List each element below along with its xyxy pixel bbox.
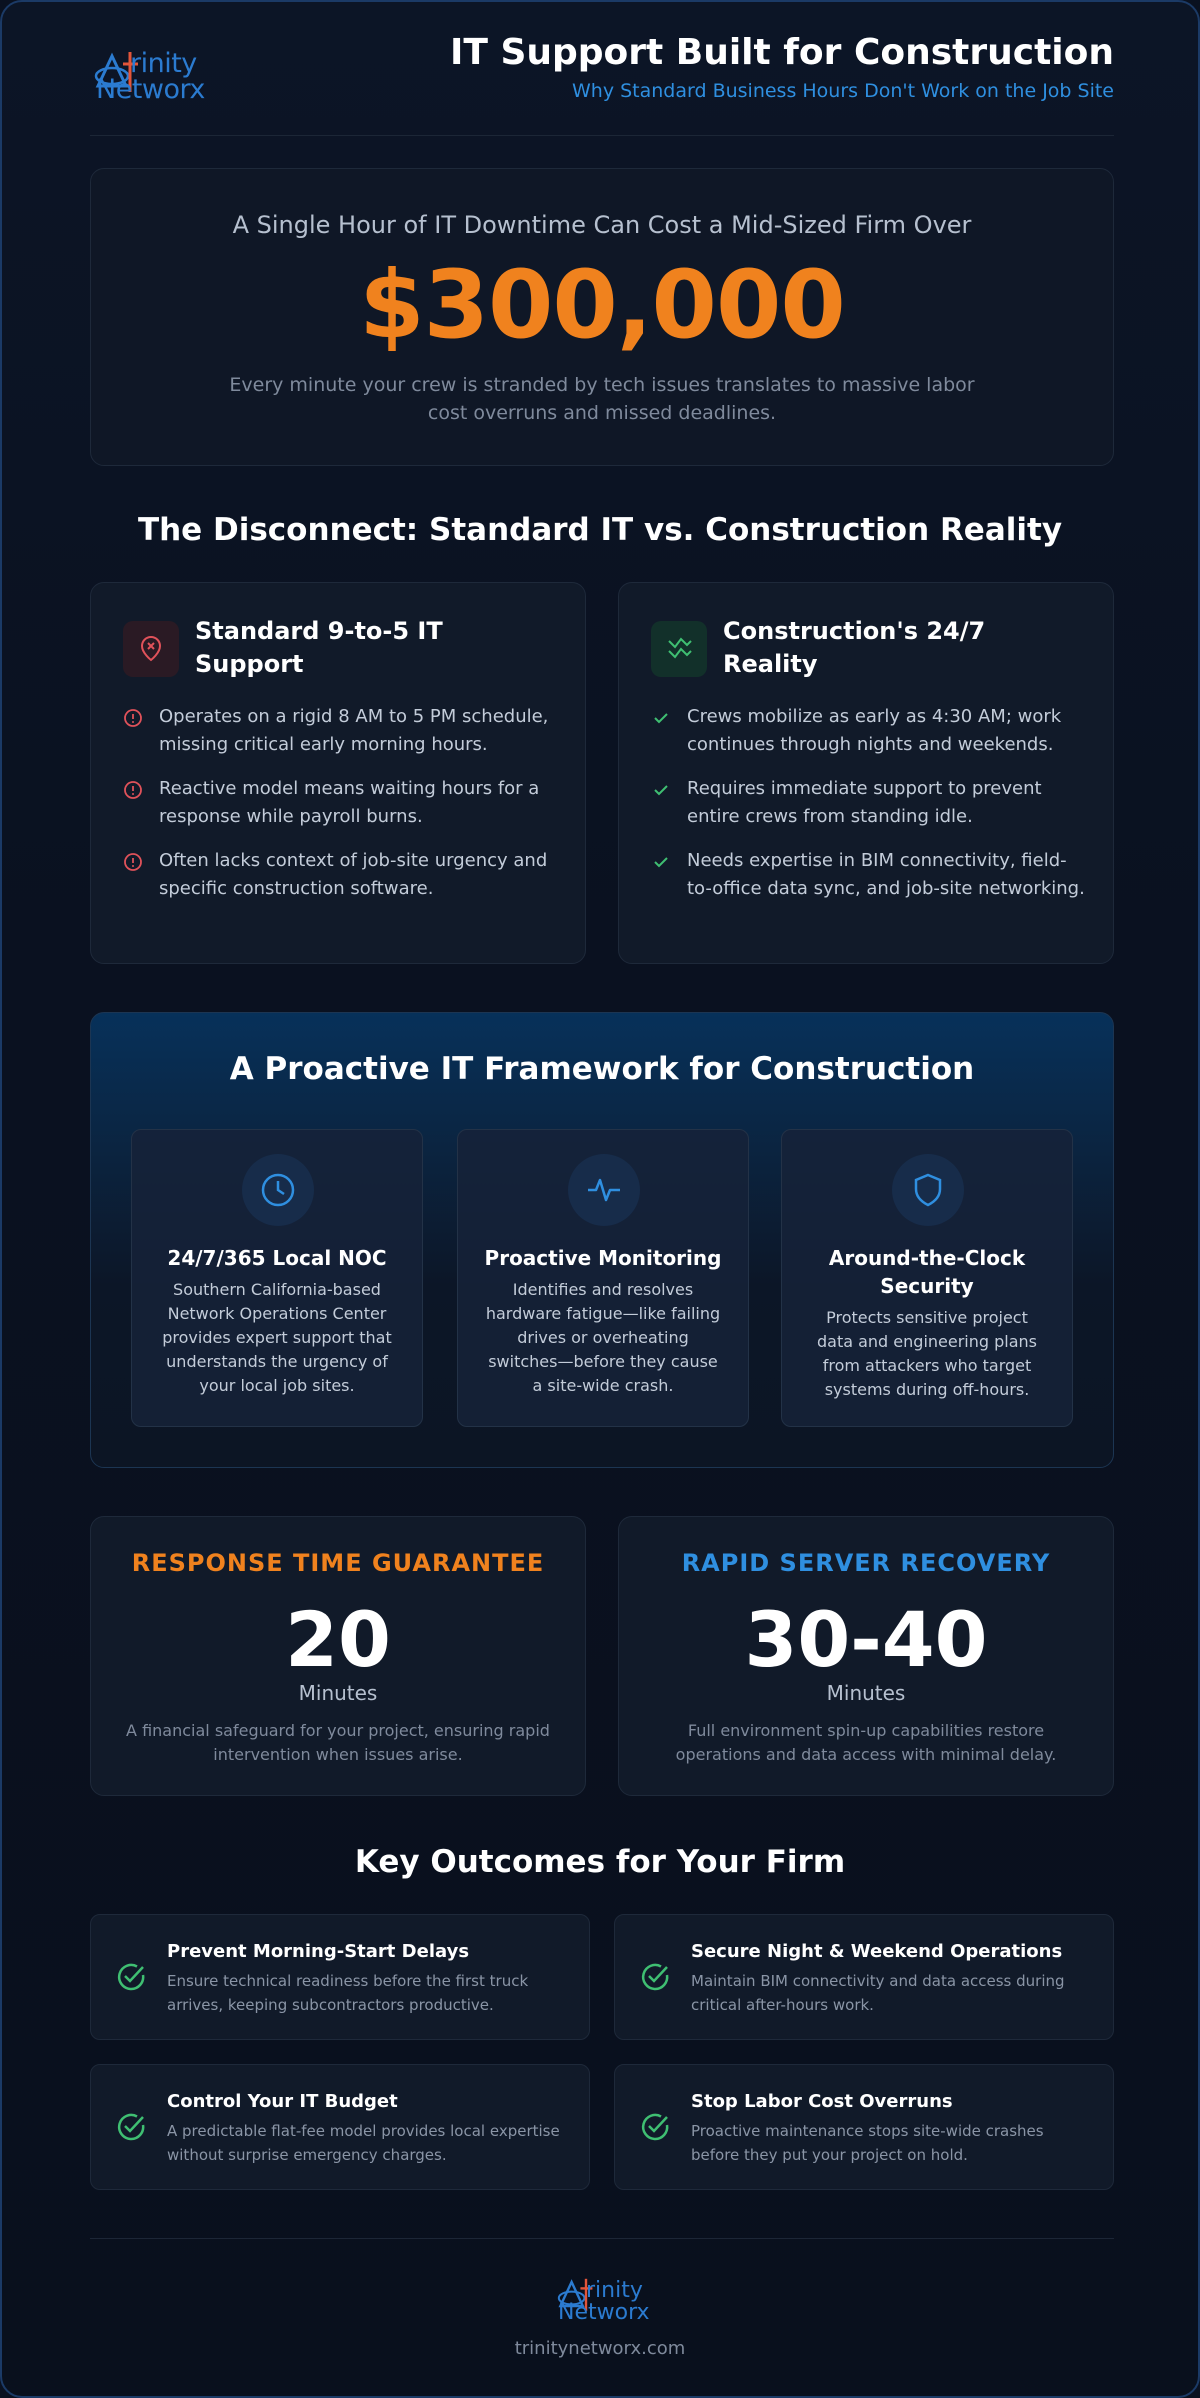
outcome-card xyxy=(614,2064,1114,2190)
list-item xyxy=(123,775,563,831)
metric-unit: Minutes xyxy=(298,1681,378,1705)
framework-title: A Proactive IT Framework for Construction xyxy=(229,1051,975,1087)
check-icon xyxy=(651,708,671,728)
check-circle-icon xyxy=(639,1961,671,1993)
metric-unit: Minutes xyxy=(826,1681,906,1705)
standard-it-list xyxy=(123,703,563,919)
footer-divider xyxy=(90,2238,1114,2239)
metric-label: RAPID SERVER RECOVERY xyxy=(681,1549,1051,1577)
list-item xyxy=(123,847,563,903)
outcome-title: Secure Night & Weekend Operations xyxy=(691,1941,1063,1962)
footer-logo-line1: rinity xyxy=(586,2278,643,2303)
footer-url[interactable]: trinitynetworx.com xyxy=(514,2338,686,2359)
check-circle-icon xyxy=(639,2111,671,2143)
outcome-desc: Ensure technical readiness before the first truck arrives, keeping subcontractors productive. xyxy=(167,1972,529,2014)
construction-item-text: Crews mobilize as early as 4:30 AM; work continues through nights and weekends. xyxy=(687,706,1062,755)
framework-card-desc: Protects sensitive project data and engineering plans from attackers who target systems during off-hours. xyxy=(816,1308,1037,1399)
standard-item-text: Often lacks context of job-site urgency and specific construction software. xyxy=(159,850,548,899)
response-time-card xyxy=(90,1516,586,1796)
logo-text-line2: Networx xyxy=(96,74,205,105)
outcome-title: Prevent Morning-Start Delays xyxy=(167,1941,470,1962)
standard-it-card xyxy=(90,582,586,964)
check-circle-icon xyxy=(115,2111,147,2143)
construction-item-text: Needs expertise in BIM connectivity, field-to-office data sync, and job-site networking. xyxy=(687,850,1085,899)
construction-item-text: Requires immediate support to prevent entire crews from standing idle. xyxy=(687,778,1042,827)
alert-circle-icon xyxy=(123,708,143,728)
list-item xyxy=(651,703,1091,759)
construction-reality-title: Construction's 24/7 Reality xyxy=(723,617,986,678)
outcome-card xyxy=(614,1914,1114,2040)
framework-section xyxy=(90,1012,1114,1468)
cost-lead-text: A Single Hour of IT Downtime Can Cost a Mid-Sized Firm Over xyxy=(232,211,972,239)
zigzag-icon xyxy=(651,621,707,677)
footer-logo xyxy=(554,2270,654,2326)
footer-logo-line2: Networx xyxy=(558,2300,650,2325)
check-icon xyxy=(651,780,671,800)
metric-value: 20 xyxy=(285,1595,391,1684)
cost-amount: $300,000 xyxy=(359,251,845,360)
metric-desc: Full environment spin-up capabilities restore operations and data access with minimal delay. xyxy=(675,1721,1057,1764)
metric-value: 30-40 xyxy=(744,1595,988,1684)
framework-card-desc: Southern California-based Network Operations Center provides expert support that understands the urgency of your local job sites. xyxy=(162,1280,392,1395)
page-title: IT Support Built for Construction xyxy=(449,32,1114,73)
framework-card-monitoring xyxy=(457,1129,749,1427)
logo-text-line1: rinity xyxy=(130,48,197,79)
alert-circle-icon xyxy=(123,852,143,872)
standard-item-text: Reactive model means waiting hours for a response while payroll burns. xyxy=(159,778,540,827)
server-recovery-card xyxy=(618,1516,1114,1796)
shield-icon xyxy=(892,1154,964,1226)
outcome-card xyxy=(90,2064,590,2190)
metric-label: RESPONSE TIME GUARANTEE xyxy=(131,1549,545,1577)
trinity-networx-logo xyxy=(90,38,210,104)
outcome-title: Control Your IT Budget xyxy=(167,2091,398,2112)
cost-note: Every minute your crew is stranded by tech issues translates to massive labor cost overruns and missed deadlines. xyxy=(229,374,975,424)
framework-card-title: Proactive Monitoring xyxy=(484,1246,722,1270)
standard-it-title: Standard 9-to-5 IT Support xyxy=(195,617,443,678)
outcome-desc: Proactive maintenance stops site-wide crashes before they put your project on hold. xyxy=(691,2122,1044,2164)
check-circle-icon xyxy=(115,1961,147,1993)
framework-card-desc: Identifies and resolves hardware fatigue—like failing drives or overheating switches—before they cause a site-wide crash. xyxy=(485,1280,721,1395)
outcome-title: Stop Labor Cost Overruns xyxy=(691,2091,953,2112)
list-item xyxy=(651,775,1091,831)
downtime-cost-card xyxy=(90,168,1114,466)
outcomes-section-title: Key Outcomes for Your Firm xyxy=(354,1844,846,1880)
page-subtitle: Why Standard Business Hours Don't Work on the Job Site xyxy=(571,80,1114,102)
shield-x-icon xyxy=(123,621,179,677)
metric-desc: A financial safeguard for your project, ensuring rapid intervention when issues arise. xyxy=(126,1721,550,1764)
clock-icon xyxy=(242,1154,314,1226)
framework-card-title: 24/7/365 Local NOC xyxy=(167,1246,387,1270)
outcome-desc: A predictable flat-fee model provides local expertise without surprise emergency charges. xyxy=(167,2122,560,2164)
construction-reality-card xyxy=(618,582,1114,964)
framework-card-security xyxy=(781,1129,1073,1427)
pulse-icon xyxy=(568,1154,640,1226)
construction-reality-list xyxy=(651,703,1091,919)
outcome-desc: Maintain BIM connectivity and data access during critical after-hours work. xyxy=(691,1972,1065,2014)
outcome-card xyxy=(90,1914,590,2040)
framework-card-title: Around-the-Clock Security xyxy=(828,1246,1026,1298)
disconnect-section-title: The Disconnect: Standard IT vs. Construction Reality xyxy=(137,512,1063,548)
list-item xyxy=(123,703,563,759)
check-icon xyxy=(651,852,671,872)
alert-circle-icon xyxy=(123,780,143,800)
standard-item-text: Operates on a rigid 8 AM to 5 PM schedule, missing critical early morning hours. xyxy=(159,706,549,755)
framework-card-noc xyxy=(131,1129,423,1427)
list-item xyxy=(651,847,1091,903)
header xyxy=(90,32,1114,136)
